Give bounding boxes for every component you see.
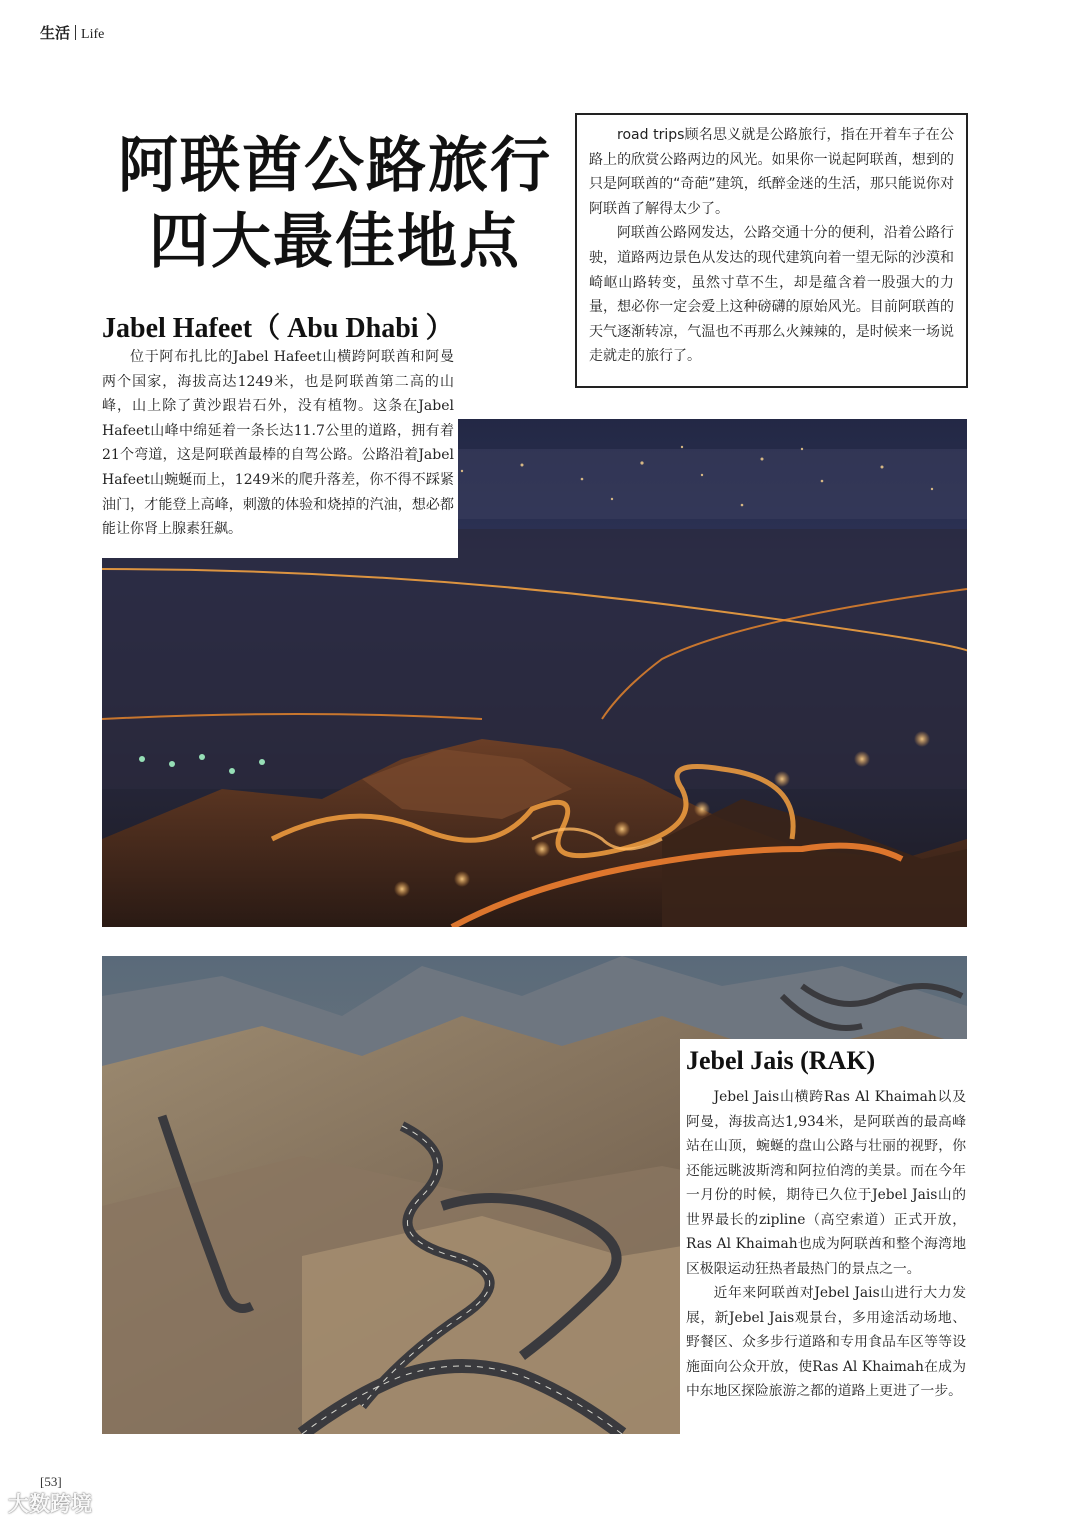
intro-paragraph-2: 阿联酋公路网发达，公路交通十分的便利，沿着公路行驶，道路两边景色从发达的现代建筑向着一望无际的沙漠和崎岖山路转变，虽然寸草不生，却是蕴含着一股强大的力量，想必你一定会爱上这种磅礴的原始风光。目前阿联酋的天气逐渐转凉，气温也不再那么火辣辣的，是时候来一场说走就走的旅行了。	[589, 225, 954, 365]
page-number-value: 53	[44, 1474, 58, 1489]
section-label-zh: 生活	[40, 24, 71, 42]
section-title-jabel-hafeet: Jabel Hafeet（ Abu Dhabi ）	[102, 313, 454, 344]
jebel-jais-paragraph-2: 近年来阿联酋对Jebel Jais山进行大力发展，新Jebel Jais观景台，多用途活动场地、野餐区、众多步行道路和专用食品车区等等设施面向公众开放，使Ras Al Khaimah在成为中东地区探险旅游之都的道路上更进了一步。	[686, 1285, 966, 1399]
intro-paragraph-1: road trips顾名思义就是公路旅行，指在开着车子在公路上的欣赏公路两边的风光。如果你一说起阿联酋，想到的只是阿联酋的“奇葩”建筑，纸醉金迷的生活，那只能说你对阿联酋了解得太少了。	[589, 127, 954, 217]
page-number: [53]	[40, 1474, 62, 1489]
section-title-jebel-jais: Jebel Jais (RAK)	[686, 1046, 876, 1075]
section-body-jebel-jais	[686, 1085, 966, 1404]
header-divider	[75, 25, 76, 40]
title-line-2: 四大最佳地点	[149, 207, 521, 277]
section-label-en: Life	[81, 27, 105, 42]
section-body-jabel-hafeet: 位于阿布扎比的Jabel Hafeet山横跨阿联酋和阿曼两个国家，海拔高达1249米，也是阿联酋第二高的山峰，山上除了黄沙跟岩石外，没有植物。这条在Jabel Hafeet山峰中绵延着一条长达11.7公里的道路，拥有着21个弯道，这是阿联酋最棒的自驾公路。公路沿着Jabel Hafeet山蜿蜒而上，1249米的爬升落差，你不得不踩紧油门，才能登上高峰，刺激的体验和烧掉的汽油，想必都能让你肾上腺素狂飙。	[102, 349, 454, 538]
watermark: 大数跨境	[8, 1492, 92, 1516]
intro-box	[575, 113, 968, 388]
title-line-1: 阿联酋公路旅行	[118, 131, 552, 201]
page-header	[40, 22, 104, 43]
jebel-jais-paragraph-1: Jebel Jais山横跨Ras Al Khaimah以及阿曼，海拔高达1,934米，是阿联酋的最高峰站在山顶，蜿蜒的盘山公路与壮丽的视野，你还能远眺波斯湾和阿拉伯湾的美景。而在今年一月份的时候，期待已久位于Jebel Jais山的世界最长的zipline（高空索道）正式开放，Ras Al Khaimah也成为阿联酋和整个海湾地区极限运动狂热者最热门的景点之一。	[686, 1089, 966, 1277]
page-title	[100, 128, 570, 280]
